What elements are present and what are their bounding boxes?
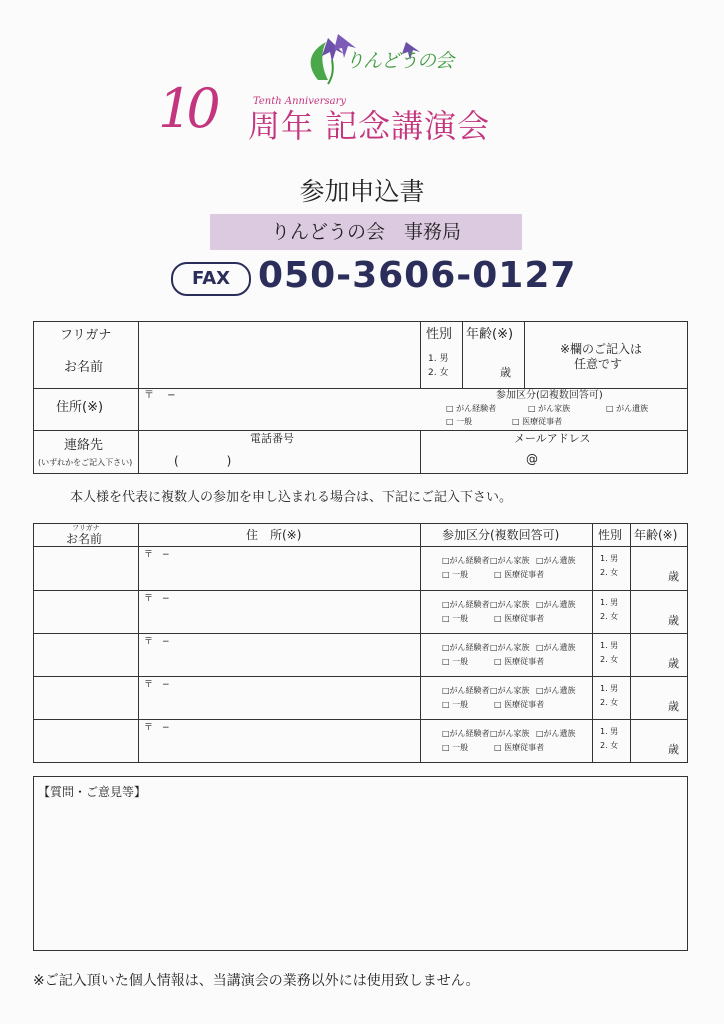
phone-paren: ( )	[174, 454, 232, 468]
applicant-form	[33, 321, 688, 474]
address-input[interactable]	[140, 389, 418, 429]
category-cancer-family[interactable]: □ がん家族	[528, 404, 571, 413]
privacy-note: ※ご記入頂いた個人情報は、当講演会の業務以外には使用致しません。	[33, 973, 480, 989]
fax-number: 050-3606-0127	[258, 255, 577, 296]
form-subtitle: 参加申込書	[299, 177, 425, 206]
participant-row-postal: 〒 −	[144, 594, 170, 604]
participant-row-postal: 〒 −	[144, 680, 170, 690]
address-label: 住所(※)	[56, 400, 104, 415]
age-input[interactable]	[464, 344, 498, 384]
participant-category-general[interactable]: □ 一般	[442, 570, 469, 579]
category-cancer-bereaved[interactable]: □ がん遺族	[606, 404, 649, 413]
col-gender: 性別	[598, 528, 623, 542]
participant-category-cancer-family[interactable]: □がん家族	[490, 643, 530, 652]
participant-category-cancer-bereaved[interactable]: □がん遺族	[536, 556, 576, 565]
participant-gender-female[interactable]: 2. 女	[600, 568, 619, 577]
participant-gender-male[interactable]: 1. 男	[600, 684, 619, 693]
furigana-label: フリガナ	[60, 328, 112, 343]
participant-category-cancer-family[interactable]: □がん家族	[490, 729, 530, 738]
participant-age-unit: 歳	[668, 614, 679, 627]
postal-code-prefix: 〒 −	[144, 390, 176, 401]
questions-box[interactable]	[33, 776, 688, 951]
contact-note: (いずれかをご記入下さい)	[38, 458, 133, 467]
participant-category-cancer-family[interactable]: □がん家族	[490, 686, 530, 695]
participant-gender-male[interactable]: 1. 男	[600, 727, 619, 736]
participant-gender-male[interactable]: 1. 男	[600, 554, 619, 563]
participant-category-general[interactable]: □ 一般	[442, 743, 469, 752]
gender-option-female[interactable]: 2. 女	[428, 368, 449, 378]
participant-category-cancer-family[interactable]: □がん家族	[490, 600, 530, 609]
name-input[interactable]	[140, 324, 418, 386]
participant-row-postal: 〒 −	[144, 550, 170, 560]
anniversary-number: 10	[158, 77, 215, 140]
participant-category-cancer-bereaved[interactable]: □がん遺族	[536, 643, 576, 652]
participant-category-medical[interactable]: □ 医療従事者	[494, 570, 545, 579]
participant-category-general[interactable]: □ 一般	[442, 657, 469, 666]
participant-age-unit: 歳	[668, 570, 679, 583]
phone-input[interactable]	[140, 448, 418, 472]
participant-gender-female[interactable]: 2. 女	[600, 741, 619, 750]
participant-category-cancer-patient[interactable]: □がん経験者	[442, 643, 490, 652]
participant-age-unit: 歳	[668, 657, 679, 670]
participant-category-medical[interactable]: □ 医療従事者	[494, 614, 545, 623]
instruction-text: 本人様を代表に複数人の参加を申し込まれる場合は、下記にご記入下さい。	[70, 490, 513, 505]
participant-category-general[interactable]: □ 一般	[442, 614, 469, 623]
email-input[interactable]	[424, 448, 686, 472]
page-title: 周年 記念講演会	[248, 107, 491, 145]
age-unit: 歳	[500, 366, 511, 379]
participant-category-cancer-bereaved[interactable]: □がん遺族	[536, 686, 576, 695]
category-general[interactable]: □ 一般	[446, 417, 473, 426]
col-age: 年齢(※)	[634, 528, 678, 542]
contact-label: 連絡先	[64, 438, 104, 453]
category-cancer-patient[interactable]: □ がん経験者	[446, 404, 497, 413]
col-name: お名前	[66, 532, 103, 546]
participant-gender-male[interactable]: 1. 男	[600, 598, 619, 607]
participant-category-medical[interactable]: □ 医療従事者	[494, 743, 545, 752]
participant-gender-male[interactable]: 1. 男	[600, 641, 619, 650]
participant-category-cancer-bereaved[interactable]: □がん遺族	[536, 600, 576, 609]
tenth-anniversary-text: Tenth Anniversary	[253, 96, 347, 107]
optional-note-line2: 任意です	[574, 357, 623, 371]
participant-category-cancer-patient[interactable]: □がん経験者	[442, 556, 490, 565]
participant-category-medical[interactable]: □ 医療従事者	[494, 657, 545, 666]
participant-gender-female[interactable]: 2. 女	[600, 612, 619, 621]
col-furigana: フリガナ	[72, 524, 100, 532]
participant-category-cancer-family[interactable]: □がん家族	[490, 556, 530, 565]
col-address: 住 所(※)	[246, 528, 302, 542]
participant-age-unit: 歳	[668, 700, 679, 713]
participant-gender-female[interactable]: 2. 女	[600, 698, 619, 707]
participant-category-cancer-bereaved[interactable]: □がん遺族	[536, 729, 576, 738]
additional-participants-table	[33, 523, 688, 763]
participant-age-unit: 歳	[668, 743, 679, 756]
optional-note-line1: ※欄のご記入は	[560, 342, 643, 356]
office-banner: りんどうの会 事務局	[210, 214, 522, 250]
age-label: 年齢(※)	[466, 327, 514, 342]
col-category: 参加区分(複数回答可)	[442, 528, 560, 542]
participant-gender-female[interactable]: 2. 女	[600, 655, 619, 664]
logo-text: りんどうの会	[345, 50, 454, 72]
participant-category-cancer-patient[interactable]: □がん経験者	[442, 600, 490, 609]
gender-option-male[interactable]: 1. 男	[428, 354, 449, 364]
category-medical[interactable]: □ 医療従事者	[512, 417, 563, 426]
participant-category-cancer-patient[interactable]: □がん経験者	[442, 686, 490, 695]
fax-badge: FAX	[171, 262, 251, 296]
participant-row-postal: 〒 −	[144, 637, 170, 647]
email-label: メールアドレス	[514, 432, 591, 445]
participant-category-cancer-patient[interactable]: □がん経験者	[442, 729, 490, 738]
participant-category-general[interactable]: □ 一般	[442, 700, 469, 709]
category-label: 参加区分(☑複数回答可)	[496, 390, 603, 401]
name-label: お名前	[64, 360, 104, 375]
participant-row-postal: 〒 −	[144, 723, 170, 733]
phone-label: 電話番号	[250, 432, 294, 445]
email-at-sign: @	[526, 452, 538, 466]
gender-label: 性別	[426, 327, 453, 342]
participant-category-medical[interactable]: □ 医療従事者	[494, 700, 545, 709]
questions-label: 【質問・ご意見等】	[38, 785, 147, 799]
